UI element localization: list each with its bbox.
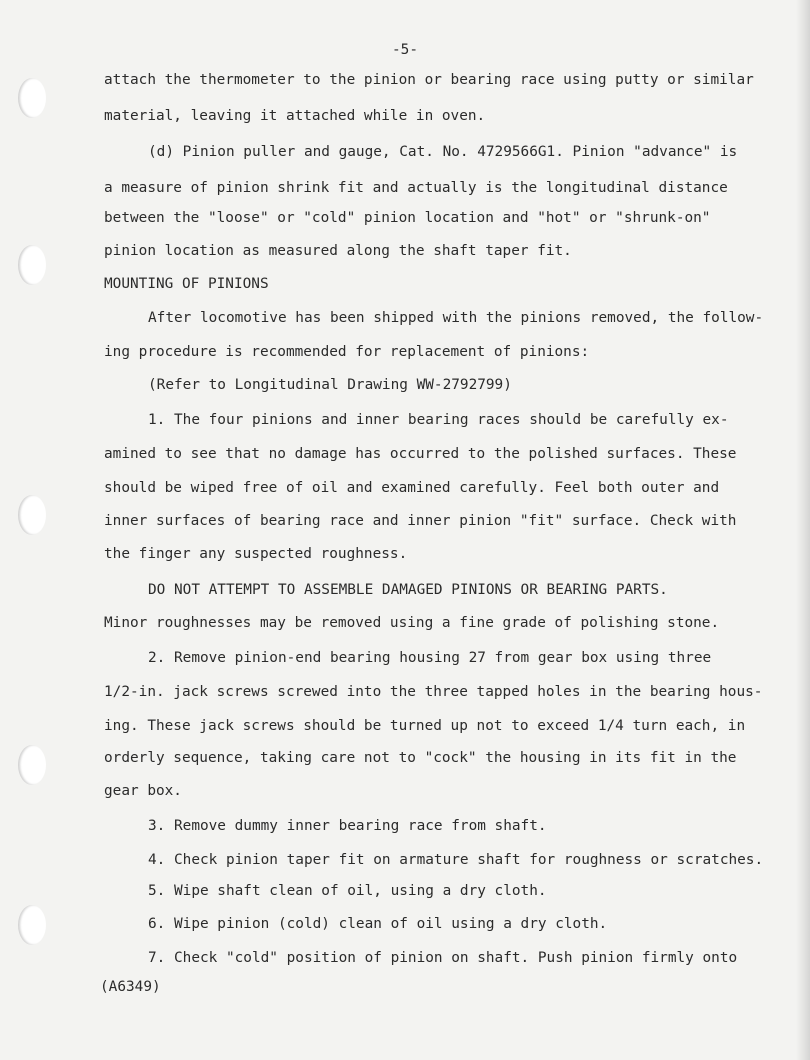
text-line: ing procedure is recommended for replacement of pinions: <box>104 344 590 360</box>
document-code: (A6349) <box>100 979 161 995</box>
punch-hole <box>18 905 46 945</box>
text-line: amined to see that no damage has occurred to the polished surfaces. These <box>104 446 737 462</box>
text-line: 3. Remove dummy inner bearing race from shaft. <box>148 818 547 834</box>
text-line: should be wiped free of oil and examined carefully. Feel both outer and <box>104 480 720 496</box>
text-line: 1/2-in. jack screws screwed into the three tapped holes in the bearing hous- <box>104 684 763 700</box>
text-line: orderly sequence, taking care not to "cock" the housing in its fit in the <box>104 750 737 766</box>
text-line: between the "loose" or "cold" pinion location and "hot" or "shrunk-on" <box>104 210 711 226</box>
text-line: 2. Remove pinion-end bearing housing 27 from gear box using three <box>148 650 712 666</box>
punch-hole <box>18 745 46 785</box>
text-line: Minor roughnesses may be removed using a fine grade of polishing stone. <box>104 615 720 631</box>
text-line: 5. Wipe shaft clean of oil, using a dry cloth. <box>148 883 547 899</box>
text-line: pinion location as measured along the shaft taper fit. <box>104 243 572 259</box>
text-line: attach the thermometer to the pinion or bearing race using putty or similar <box>104 72 754 88</box>
page-number: -5- <box>392 42 418 58</box>
text-line: (Refer to Longitudinal Drawing WW-2792799) <box>148 377 512 393</box>
text-line: inner surfaces of bearing race and inner pinion "fit" surface. Check with <box>104 513 737 529</box>
text-line: 6. Wipe pinion (cold) clean of oil using a dry cloth. <box>148 916 608 932</box>
punch-hole <box>18 495 46 535</box>
text-line: 4. Check pinion taper fit on armature shaft for roughness or scratches. <box>148 852 764 868</box>
punch-hole <box>18 78 46 118</box>
text-line: a measure of pinion shrink fit and actually is the longitudinal distance <box>104 180 728 196</box>
text-line: After locomotive has been shipped with the pinions removed, the follow- <box>148 310 764 326</box>
text-line: 1. The four pinions and inner bearing races should be carefully ex- <box>148 412 729 428</box>
text-line: (d) Pinion puller and gauge, Cat. No. 4729566G1. Pinion "advance" is <box>148 144 738 160</box>
text-line: the finger any suspected roughness. <box>104 546 408 562</box>
warning-line: DO NOT ATTEMPT TO ASSEMBLE DAMAGED PINIONS OR BEARING PARTS. <box>148 582 668 598</box>
punch-hole <box>18 245 46 285</box>
text-line: gear box. <box>104 783 182 799</box>
text-line: ing. These jack screws should be turned up not to exceed 1/4 turn each, in <box>104 718 746 734</box>
page-edge-shadow <box>796 0 810 1060</box>
text-line: material, leaving it attached while in oven. <box>104 108 486 124</box>
text-line: 7. Check "cold" position of pinion on shaft. Push pinion firmly onto <box>148 950 738 966</box>
section-heading: MOUNTING OF PINIONS <box>104 276 269 292</box>
